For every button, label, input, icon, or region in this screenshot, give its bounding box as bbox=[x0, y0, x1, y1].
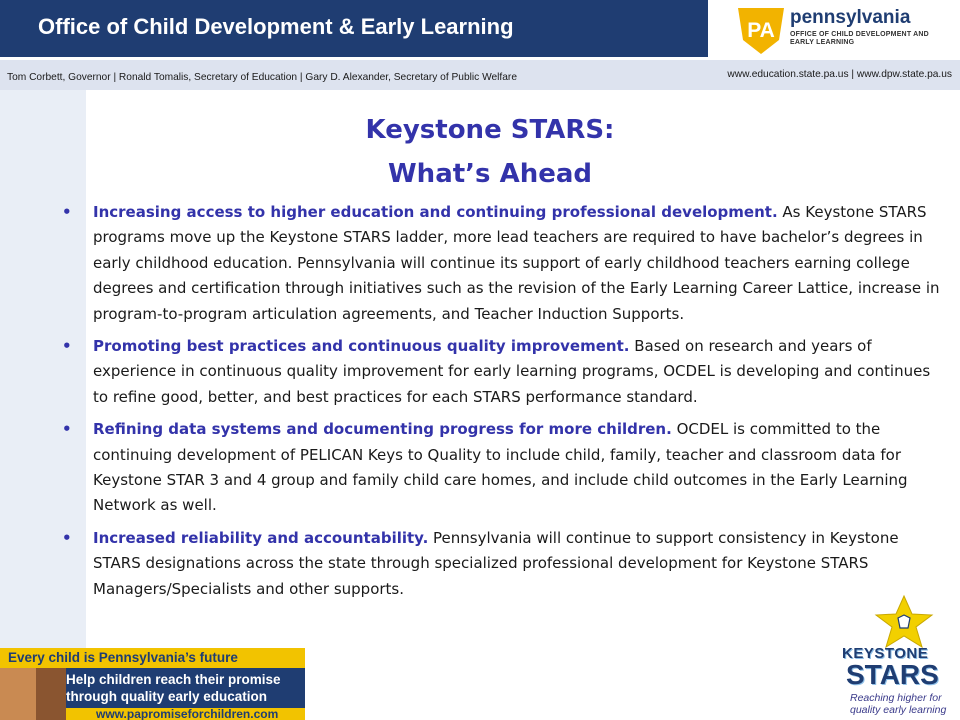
bullet-body: As Keystone STARS programs move up the Keystone STARS ladder, more lead teachers are required to have bachelor’s degrees in early childhood education. Pennsylvania will continue its support of early childhood teachers earning college degrees and certification through initiatives such as the revision of the Early Learning Career Lattice, increase in program-to-program articulation agreements, and Teacher Induction Supports. bbox=[93, 203, 940, 323]
bullet-marker: • bbox=[62, 528, 72, 547]
pa-keystone-icon bbox=[736, 4, 786, 56]
bullet-item bbox=[62, 417, 942, 519]
header-title: Office of Child Development & Early Learning bbox=[38, 14, 514, 39]
banner-url: www.papromiseforchildren.com bbox=[96, 707, 279, 720]
banner-line-1: Help children reach their promise bbox=[66, 672, 281, 687]
bullet-heading: Increasing access to higher education and continuing professional development. bbox=[93, 203, 778, 221]
bullet-item bbox=[62, 526, 942, 602]
keystone-stars-star-icon bbox=[868, 594, 940, 652]
websites-line: www.education.state.pa.us | www.dpw.state.pa.us bbox=[727, 69, 952, 80]
bullet-body: OCDEL is committed to the continuing development of PELICAN Keys to Quality to include child, family, teacher and classroom data for Keystone STAR 3 and 4 group and family child care homes, and include child outcomes in the Early Learning Network as well. bbox=[93, 420, 908, 515]
pa-keystone-initials: PA bbox=[747, 19, 775, 42]
officials-line: Tom Corbett, Governor | Ronald Tomalis, Secretary of Education | Gary D. Alexander, Secretary of Public Welfare bbox=[7, 72, 517, 83]
bullet-item bbox=[62, 334, 942, 410]
banner-top-text: Every child is Pennsylvania’s future bbox=[8, 650, 238, 665]
slide-title-line1: Keystone STARS: bbox=[365, 115, 615, 145]
bullet-heading: Increased reliability and accountability. bbox=[93, 528, 429, 547]
promise-banner bbox=[0, 648, 305, 720]
children-photo-detail bbox=[36, 668, 66, 720]
header-gap bbox=[708, 0, 718, 57]
slide-title bbox=[300, 108, 680, 196]
bullet-body: Pennsylvania will continue to support consistency in Keystone STARS designations across the state through specialized professional development for Keystone STARS Managers/Specialists and other supports. bbox=[93, 528, 899, 598]
banner-line-2: through quality early education bbox=[66, 689, 268, 704]
bullet-marker: • bbox=[62, 337, 72, 356]
bullet-marker: • bbox=[62, 203, 72, 221]
pa-logo-subtitle: OFFICE OF CHILD DEVELOPMENT AND EARLY LEARNING bbox=[790, 31, 929, 46]
bullet-list bbox=[62, 200, 942, 609]
slide-title-line2: What’s Ahead bbox=[388, 159, 592, 189]
bullet-heading: Promoting best practices and continuous quality improvement. bbox=[93, 337, 630, 356]
header-bar bbox=[0, 0, 708, 57]
stars-logo-word-stars: STARS bbox=[846, 659, 939, 690]
pa-logo-name: pennsylvania bbox=[790, 7, 911, 28]
bullet-heading: Refining data systems and documenting progress for more children. bbox=[93, 420, 672, 439]
bullet-body: Based on research and years of experience in continuous quality improvement for early learning programs, OCDEL is developing and continues to refine good, better, and best practices for each STARS performance standard. bbox=[93, 337, 931, 406]
bullet-marker: • bbox=[62, 420, 72, 439]
stars-logo-word-keystone: KEYSTONE bbox=[842, 645, 929, 662]
stars-logo-tagline: Reaching higher for quality early learning bbox=[850, 692, 947, 716]
bullet-item bbox=[62, 200, 942, 327]
